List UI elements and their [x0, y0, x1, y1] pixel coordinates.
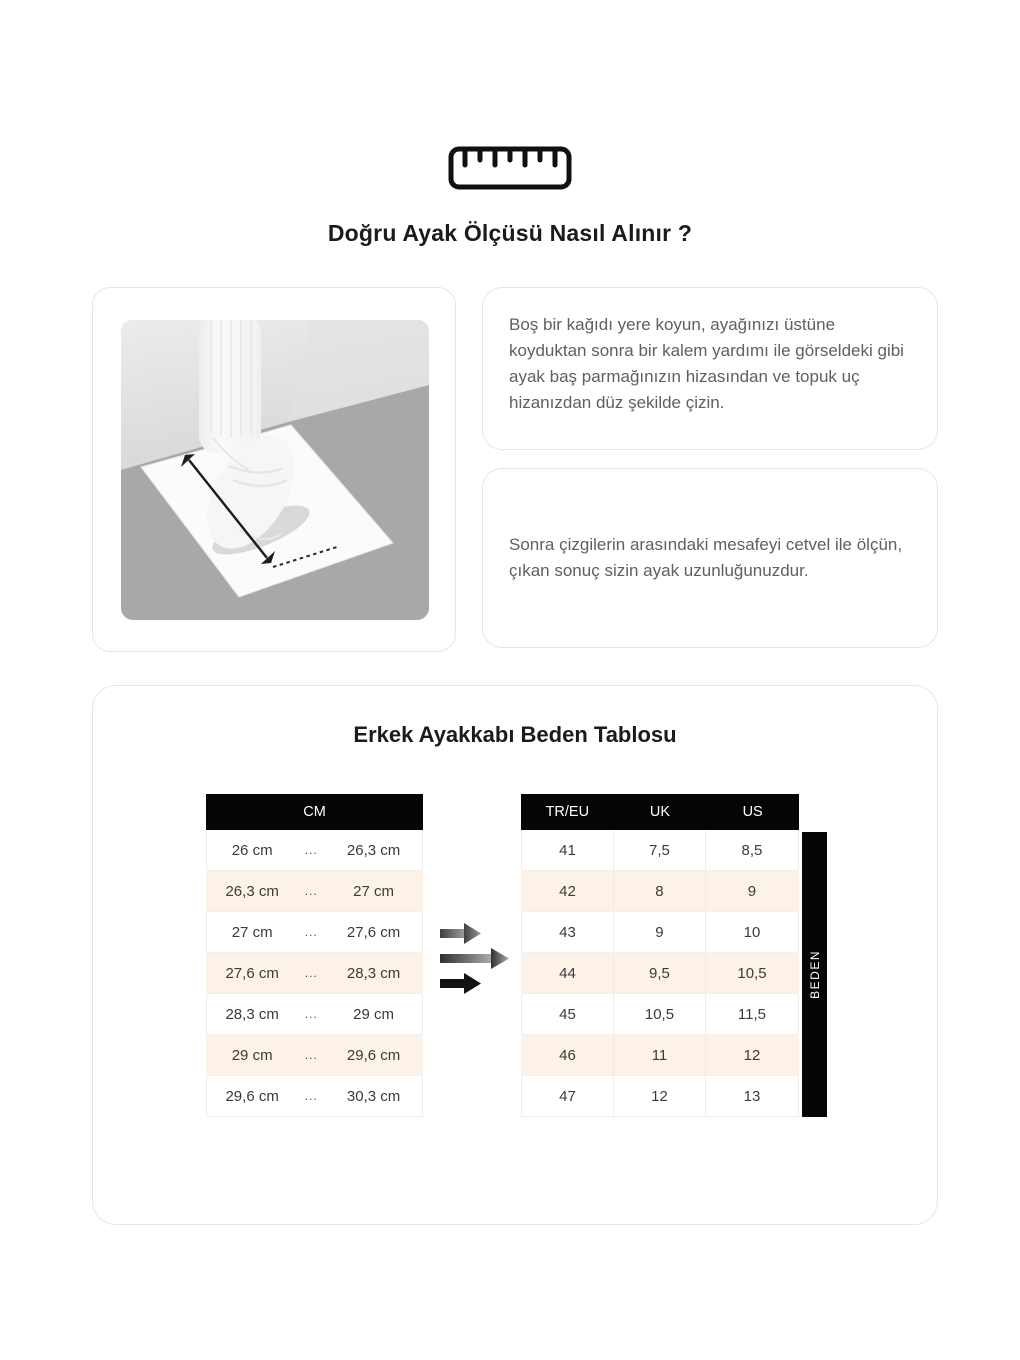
- table-row: [206, 1035, 423, 1076]
- page-title: Doğru Ayak Ölçüsü Nasıl Alınır ?: [327, 220, 693, 246]
- size-us: 10,5: [737, 964, 767, 982]
- cm-from: 26 cm: [231, 841, 273, 859]
- size-tr-eu: 47: [522, 1076, 614, 1116]
- cm-to: 28,3 cm: [346, 964, 401, 982]
- size-tr-eu: 44: [522, 953, 614, 993]
- cm-separator: ...: [304, 1048, 318, 1062]
- col-header-tr-eu: TR/EU: [545, 804, 590, 820]
- table-row: [206, 953, 423, 994]
- cm-separator: ...: [304, 1089, 318, 1103]
- size-tr-eu: 45: [522, 994, 614, 1034]
- instruction-step-1-text: Boş bir kağıdı yere koyun, ayağınızı üstüne koyduktan sonra bir kalem yardımı ile görseldeki gibi ayak baş parmağınızın hizasından ve topuk uç hizanızdan düz şekilde çizin.: [509, 315, 904, 412]
- cm-separator: ...: [304, 925, 318, 939]
- instruction-step-2: [482, 468, 938, 648]
- foot-measure-photo-card: [92, 287, 456, 652]
- size-table-title: Erkek Ayakkabı Beden Tablosu: [353, 722, 677, 747]
- cm-to: 27 cm: [353, 882, 395, 900]
- sizes-table: [521, 794, 799, 1117]
- cm-to: 26,3 cm: [346, 841, 401, 859]
- size-uk: 12: [614, 1076, 706, 1116]
- size-uk: 8: [614, 871, 706, 911]
- table-row: [521, 830, 799, 871]
- table-row: [206, 1076, 423, 1117]
- cm-from: 29 cm: [231, 1046, 273, 1064]
- cm-from: 27 cm: [231, 923, 273, 941]
- size-uk: 7,5: [614, 830, 706, 870]
- cm-header-label: CM: [303, 804, 326, 820]
- size-tr-eu: 42: [522, 871, 614, 911]
- cm-table: [206, 794, 423, 1117]
- cm-from: 26,3 cm: [225, 882, 279, 900]
- size-us: 12: [743, 1046, 761, 1064]
- cm-to: 29,6 cm: [346, 1046, 401, 1064]
- beden-label-text: BEDEN: [807, 950, 822, 999]
- size-tr-eu: 46: [522, 1035, 614, 1075]
- instruction-step-2-text: Sonra çizgilerin arasındaki mesafeyi cetvel ile ölçün, çıkan sonuç sizin ayak uzunluğunuzdur.: [509, 535, 903, 580]
- size-uk: 9,5: [614, 953, 706, 993]
- size-us: 13: [743, 1087, 761, 1105]
- table-row: [206, 912, 423, 953]
- cm-to: 27,6 cm: [346, 923, 401, 941]
- size-uk: 10,5: [614, 994, 706, 1034]
- size-uk: 11: [614, 1035, 706, 1075]
- size-us: 10: [743, 923, 761, 941]
- table-row: [206, 830, 423, 871]
- beden-vertical-label: [802, 832, 827, 1117]
- size-tr-eu: 41: [522, 830, 614, 870]
- conversion-arrows-icon: [438, 920, 510, 1001]
- cm-from: 29,6 cm: [225, 1087, 279, 1105]
- cm-separator: ...: [304, 884, 318, 898]
- sizes-table-header: [521, 794, 799, 830]
- instruction-step-1: [482, 287, 938, 450]
- cm-from: 27,6 cm: [225, 964, 279, 982]
- size-us: 9: [747, 882, 757, 900]
- table-row: [521, 1035, 799, 1076]
- size-table-card: [92, 685, 938, 1225]
- size-us: 8,5: [741, 841, 763, 859]
- ruler-icon: [0, 146, 1020, 190]
- table-row: [206, 994, 423, 1035]
- table-row: [521, 871, 799, 912]
- table-row: [521, 994, 799, 1035]
- cm-to: 30,3 cm: [346, 1087, 401, 1105]
- size-tr-eu: 43: [522, 912, 614, 952]
- table-row: [206, 871, 423, 912]
- cm-separator: ...: [304, 843, 318, 857]
- table-row: [521, 912, 799, 953]
- cm-to: 29 cm: [353, 1005, 395, 1023]
- cm-from: 28,3 cm: [225, 1005, 279, 1023]
- col-header-us: US: [742, 804, 763, 820]
- table-row: [521, 1076, 799, 1117]
- cm-separator: ...: [304, 1007, 318, 1021]
- cm-separator: ...: [304, 966, 318, 980]
- col-header-uk: UK: [649, 804, 671, 820]
- foot-measure-photo: [121, 320, 429, 620]
- size-uk: 9: [614, 912, 706, 952]
- table-row: [521, 953, 799, 994]
- cm-table-header: [206, 794, 423, 830]
- size-us: 11,5: [737, 1005, 766, 1023]
